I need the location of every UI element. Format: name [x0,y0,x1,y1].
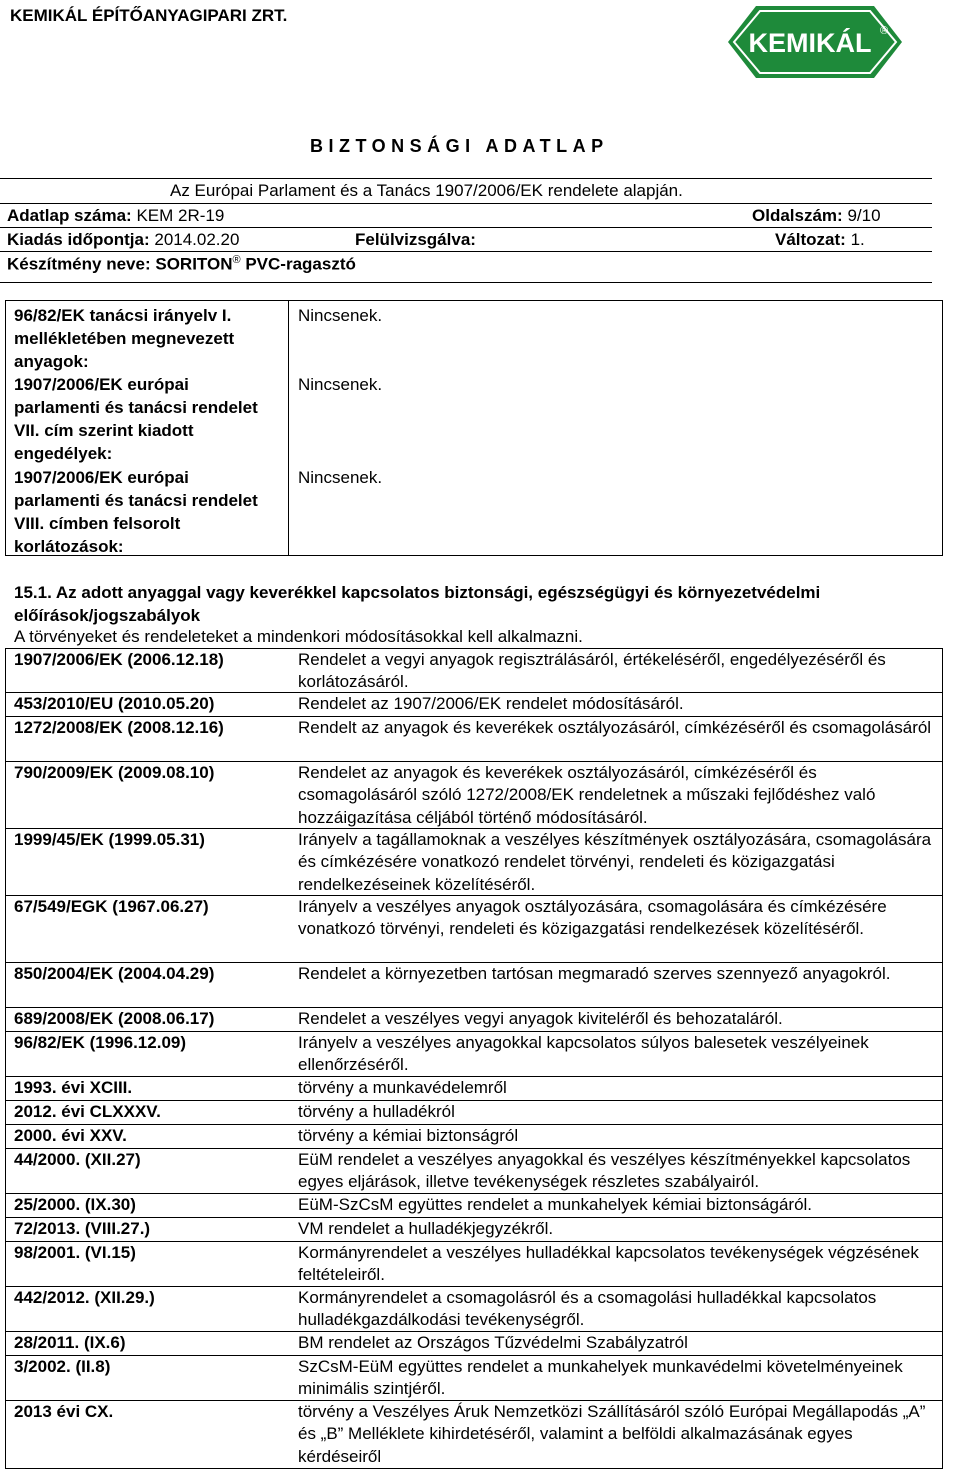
law-description: SzCsM-EüM együttes rendelet a munkahelyek munkavédelmi követelményeinek minimális szintjéről. [298,1357,903,1399]
law-row [5,1401,943,1469]
issue-date [7,230,239,250]
product-name-label: Készítmény neve: [7,254,151,274]
law-code: 72/2013. (VIII.27.) [14,1219,151,1238]
header-rule-top [0,178,932,179]
reg-value-2: Nincsenek. [298,375,383,394]
law-row [5,1125,943,1149]
logo-registered-mark: ® [880,25,889,37]
law-description: törvény a hulladékról [298,1102,455,1121]
reg-label-2: 1907/2006/EK európai parlamenti és tanácsi rendelet VII. cím szerint kiadott engedélyek: [14,375,258,463]
law-description: Kormányrendelet a csomagolásról és a csomagolási hulladékkal kapcsolatos hulladékgazdálkodási tevékenységről. [298,1288,877,1330]
header-rule-1 [0,203,932,204]
sheet-number [7,206,224,226]
version-label: Változat: [775,230,846,249]
law-code: 44/2000. (XII.27) [14,1150,141,1169]
law-description: Irányelv a veszélyes anyagok osztályozására, csomagolására és címkézésére vonatkozó törvényi, rendeleti és közigazgatási rendelkezések közelítéséről. [298,897,887,939]
law-code: 453/2010/EU (2010.05.20) [14,694,215,713]
header-rule-3 [0,251,932,252]
law-row [5,1356,943,1401]
law-description: EüM rendelet a veszélyes anyagokkal és veszélyes készítményekkel kapcsolatos egyes eljárások, illetve tevékenységek részletes szabályairól. [298,1150,911,1192]
law-description: törvény a Veszélyes Áruk Nemzetközi Szállításáról szóló Európai Megállapodás „A” és „B” Melléklete kihirdetéséről, valamint a belföldi alkalmazásának egyes kérdéseiről [298,1402,926,1466]
kemikal-logo [726,4,904,80]
section-heading: 15.1. Az adott anyaggal vagy keverékkel kapcsolatos biztonsági, egészségügyi és környezetvédelmi előírások/jogszabályok [14,583,821,625]
law-description: Rendelt az anyagok és keverékek osztályozásáról, címkézéséről és csomagolásáról [298,718,932,737]
company-name: KEMIKÁL ÉPÍTŐANYAGIPARI ZRT. [10,6,288,25]
law-row [5,963,943,1008]
regulatory-info-box [5,300,943,556]
law-row [5,829,943,896]
law-row [5,1032,943,1077]
law-description: BM rendelet az Országos Tűzvédelmi Szabályzatról [298,1333,688,1352]
law-code: 1999/45/EK (1999.05.31) [14,830,205,849]
law-description: Irányelv a tagállamoknak a veszélyes készítmények osztályozására, csomagolására és címkézésére vonatkozó rendelet törvényi, rendeleti és közigazgatási rendelkezéseinek közelítéséről. [298,830,932,894]
law-row [5,717,943,762]
law-description: Rendelet az anyagok és keverékek osztályozásáról, címkézéséről és csomagolásáról szóló 1272/2008/EK rendeletnek a műszaki fejlődéshez való hozzáigazítása céljából történő módosításáról. [298,763,876,827]
law-code: 67/549/EGK (1967.06.27) [14,897,209,916]
law-code: 2000. évi XXV. [14,1126,127,1145]
header-rule-bottom [0,282,932,283]
law-code: 2013 évi CX. [14,1402,114,1421]
law-code: 98/2001. (VI.15) [14,1243,136,1262]
law-row [5,896,943,963]
page-number-value: 9/10 [847,206,881,225]
issue-date-value: 2014.02.20 [154,230,240,249]
reg-value-1: Nincsenek. [298,306,383,325]
product-registered-mark: ® [232,254,241,266]
law-description: Rendelet az 1907/2006/EK rendelet módosításáról. [298,694,684,713]
law-row [5,1008,943,1032]
law-description: Rendelet a veszélyes vegyi anyagok kiviteléről és behozataláról. [298,1009,783,1028]
law-code: 96/82/EK (1996.12.09) [14,1033,187,1052]
reg-label-1: 96/82/EK tanácsi irányelv I. mellékletében megnevezett anyagok: [14,306,235,371]
law-row [5,1242,943,1287]
law-row [5,1194,943,1218]
law-row [5,693,943,717]
version-value: 1. [850,230,865,249]
reg-value-3: Nincsenek. [298,468,383,487]
law-code: 790/2009/EK (2009.08.10) [14,763,215,782]
product-name [7,254,356,275]
law-code: 1993. évi XCIII. [14,1078,133,1097]
law-description: törvény a munkavédelemről [298,1078,507,1097]
product-name-value: SORITON [155,254,233,274]
law-code: 442/2012. (XII.29.) [14,1288,155,1307]
law-description: VM rendelet a hulladékjegyzékről. [298,1219,554,1238]
law-code: 850/2004/EK (2004.04.29) [14,964,215,983]
law-row [5,1332,943,1356]
legislation-table [5,648,943,1469]
law-row [5,648,943,693]
version [775,230,865,250]
law-row [5,1149,943,1194]
issue-date-label: Kiadás időpontja: [7,230,150,249]
law-row [5,762,943,829]
law-code: 25/2000. (IX.30) [14,1195,136,1214]
regulation-subtitle: Az Európai Parlament és a Tanács 1907/2006/EK rendelete alapján. [170,181,683,200]
law-row [5,1101,943,1125]
law-code: 28/2011. (IX.6) [14,1333,126,1352]
logo-text: KEMIKÁL [748,28,872,58]
box-divider [288,301,289,555]
law-code: 1907/2006/EK (2006.12.18) [14,650,224,669]
page-number [752,206,881,226]
law-code: 2012. évi CLXXXV. [14,1102,161,1121]
law-row [5,1077,943,1101]
header-rule-2 [0,227,932,228]
section-note: A törvényeket és rendeleteket a mindenkori módosításokkal kell alkalmazni. [14,627,583,646]
sheet-number-label: Adatlap száma: [7,206,132,225]
law-description: Kormányrendelet a veszélyes hulladékkal kapcsolatos tevékenységek végzésének feltételeiről. [298,1243,919,1285]
law-code: 1272/2008/EK (2008.12.16) [14,718,224,737]
sheet-number-value: KEM 2R-19 [136,206,225,225]
page-number-label: Oldalszám: [752,206,843,225]
product-type: PVC-ragasztó [245,254,356,274]
law-code: 3/2002. (II.8) [14,1357,111,1376]
law-description: EüM-SzCsM együttes rendelet a munkahelyek kémiai biztonságáról. [298,1195,813,1214]
law-row [5,1287,943,1332]
law-description: Irányelv a veszélyes anyagokkal kapcsolatos súlyos balesetek veszélyeinek ellenőrzéséről. [298,1033,869,1075]
document-title: BIZTONSÁGI ADATLAP [310,136,609,156]
law-description: Rendelet a környezetben tartósan megmaradó szerves szennyező anyagokról. [298,964,891,983]
reg-label-3: 1907/2006/EK európai parlamenti és tanácsi rendelet VIII. címben felsorolt korlátozások: [14,468,258,556]
law-description: törvény a kémiai biztonságról [298,1126,519,1145]
law-row [5,1218,943,1242]
law-description: Rendelet a vegyi anyagok regisztrálásáról, értékeléséről, engedélyezéséről és korlátozásáról. [298,650,886,692]
review-label: Felülvizsgálva: [355,230,476,249]
law-code: 689/2008/EK (2008.06.17) [14,1009,215,1028]
